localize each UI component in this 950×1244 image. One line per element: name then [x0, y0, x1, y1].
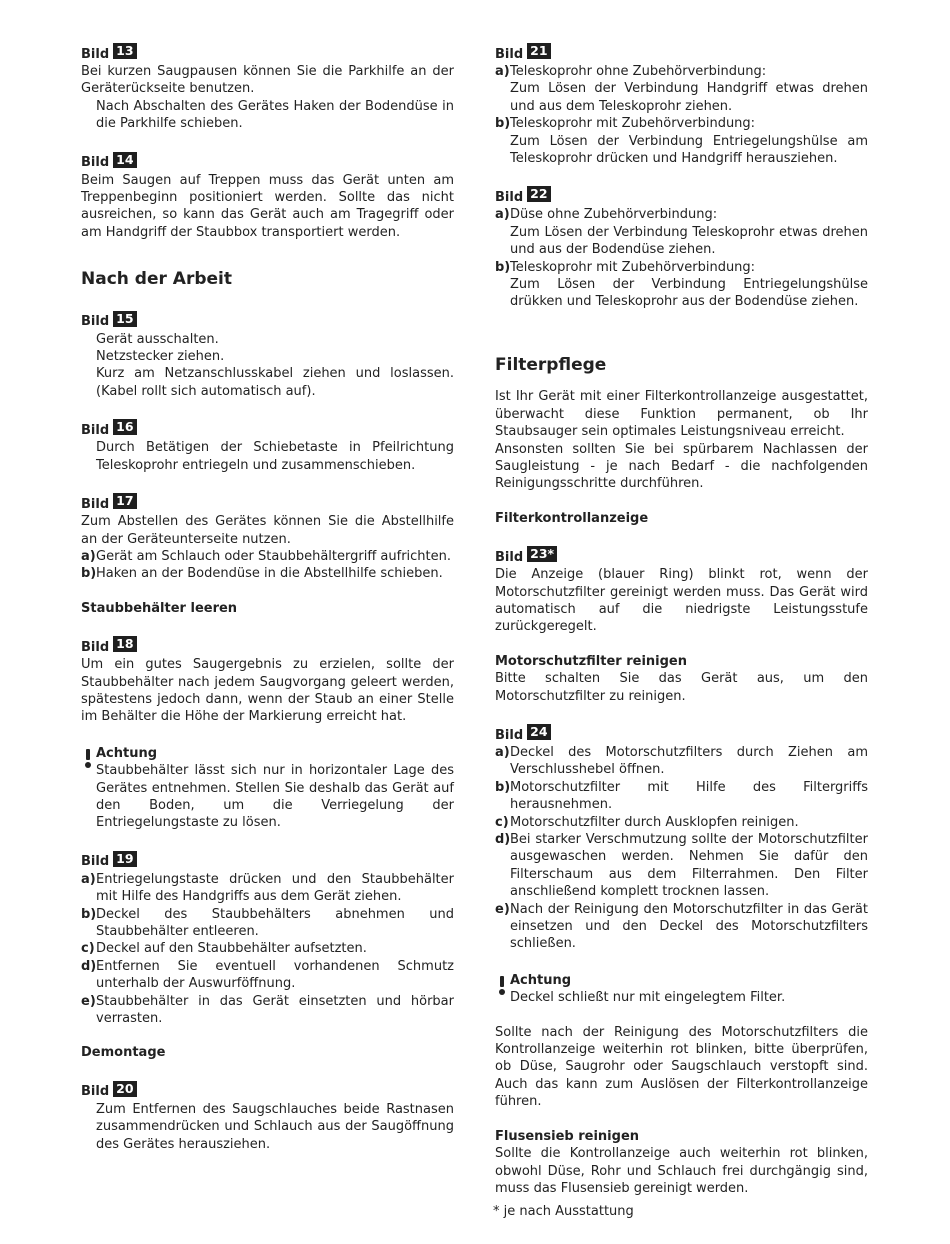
exclamation-icon — [495, 972, 510, 1007]
paragraph: Beim Saugen auf Treppen muss das Gerät unten am Treppenbeginn positioniert werden. Sollte das nicht ausreichen, so kann das Gerät auch am Tragegriff oder am Handgriff der Staubbox transportiert werden. — [81, 172, 454, 240]
warning-text: Deckel schließt nur mit eingelegtem Filter. — [510, 990, 786, 1006]
section-heading-nach-der-arbeit: Nach der Arbeit — [81, 269, 232, 290]
list-item: b) Teleskoprohr mit Zubehörverbindung: — [495, 259, 756, 275]
paragraph: Zum Abstellen des Gerätes können Sie die Abstellhilfe an der Geräteunterseite nutzen. — [81, 514, 454, 547]
list-item: e) Staubbehälter in das Gerät einsetzten und hörbar verrasten. — [81, 993, 454, 1027]
subheading-demontage: Demontage — [81, 1045, 166, 1061]
list-item: b) Haken an der Bodendüse in die Abstellhilfe schieben. — [81, 566, 443, 582]
indented-paragraph: Zum Lösen der Verbindung Entriegelungshülse am Teleskoprohr drücken und Handgriff herausziehen. — [510, 133, 868, 167]
indented-line: Gerät ausschalten. — [96, 331, 219, 347]
warning-box — [81, 745, 454, 832]
list-item: e) Nach der Reinigung den Motorschutzfilter in das Gerät einsetzen und den Deckel des Motorschutzfilters schließen. — [495, 901, 868, 952]
figure-ref-24: Bild 24 — [495, 724, 868, 744]
list-item: d) Entfernen Sie eventuell vorhandenen Schmutz unterhalb der Auswurföffnung. — [81, 958, 454, 992]
indented-paragraph: Zum Lösen der Verbindung Teleskoprohr etwas drehen und aus der Bodendüse ziehen. — [510, 224, 868, 258]
list-item: b) Teleskoprohr mit Zubehörverbindung: — [495, 116, 756, 132]
figure-ref-20: Bild 20 — [81, 1081, 454, 1101]
figure-ref-18: Bild 18 — [81, 636, 454, 656]
list-item: a) Gerät am Schlauch oder Staubbehältergriff aufrichten. — [81, 548, 452, 564]
indented-line: Kurz am Netzanschlusskabel ziehen und loslassen. (Kabel rollt sich automatisch auf). — [96, 366, 454, 399]
indented-paragraph: Zum Lösen der Verbindung Handgriff etwas drehen und aus dem Teleskoprohr ziehen. — [510, 81, 868, 114]
paragraph: Die Anzeige (blauer Ring) blinkt rot, wenn der Motorschutzfilter gereinigt werden muss. Das Gerät wird automatisch auf die niedrigste Leistungsstufe zurückgeregelt. — [495, 567, 868, 635]
warning-text: Staubbehälter lässt sich nur in horizontaler Lage des Gerätes entnehmen. Stellen Sie deshalb das Gerät auf den Boden, um die Verriegelung der Entriegelungstaste zu lösen. — [96, 763, 454, 831]
paragraph: Ansonsten sollten Sie bei spürbarem Nachlassen der Saugleistung - je nach Bedarf - die nachfolgenden Reinigungsschritte durchführen. — [495, 441, 868, 492]
right-column — [495, 43, 868, 1197]
footnote: * je nach Ausstattung — [493, 1204, 634, 1219]
left-column — [81, 43, 454, 1153]
figure-ref-22: Bild 22 — [495, 186, 868, 206]
warning-box — [495, 972, 868, 1007]
paragraph: Sollte die Kontrollanzeige auch weiterhin rot blinken, obwohl Düse, Rohr und Schlauch frei durchgängig sind, muss das Flusensieb gereinigt werden. — [495, 1146, 868, 1196]
list-item: b) Motorschutzfilter mit Hilfe des Filtergriffs herausnehmen. — [495, 779, 868, 813]
list-item: d) Bei starker Verschmutzung sollte der Motorschutzfilter ausgewaschen werden. Nehmen Sie dafür den Filterschaum aus dem Filterrahmen. Den Filter anschließend komplett trocknen lassen. — [495, 832, 868, 900]
figure-ref-15: Bild 15 — [81, 311, 454, 331]
list-item: a) Düse ohne Zubehörverbindung: — [495, 207, 718, 223]
list-item: a) Entriegelungstaste drücken und den Staubbehälter mit Hilfe des Handgriffs aus dem Gerät ziehen. — [81, 871, 454, 905]
list-item: a) Teleskoprohr ohne Zubehörverbindung: — [495, 64, 767, 79]
section-heading-filterpflege: Filterpflege — [495, 354, 607, 375]
list-item: b) Deckel des Staubbehälters abnehmen und Staubbehälter entleeren. — [81, 906, 454, 939]
figure-ref-16: Bild 16 — [81, 419, 454, 439]
paragraph: Um ein gutes Saugergebnis zu erzielen, sollte der Staubbehälter nach jedem Saugvorgang geleert werden, spätestens jedoch dann, wenn der Staub an einer Stelle im Behälter die Höhe der Markierung erreicht hat. — [81, 657, 454, 725]
subheading-staubbehaelter-leeren: Staubbehälter leeren — [81, 600, 238, 616]
paragraph: Bitte schalten Sie das Gerät aus, um den Motorschutzfilter zu reinigen. — [495, 671, 868, 704]
indented-paragraph: Zum Lösen der Verbindung Entriegelungshülse drükken und Teleskoprohr aus der Bodendüse ziehen. — [510, 277, 868, 310]
paragraph: Sollte nach der Reinigung des Motorschutzfilters die Kontrollanzeige weiterhin rot blinken, bitte überprüfen, ob Düse, Saugrohr oder Saugschlauch verstopft sind. Auch das kann zum Auslösen der Filterkontrollanzeige führen. — [495, 1024, 868, 1110]
warning-title: Achtung — [96, 745, 158, 761]
list-item: a) Deckel des Motorschutzfilters durch Ziehen am Verschlusshebel öffnen. — [495, 744, 868, 778]
figure-ref-14: Bild 14 — [81, 152, 454, 172]
figure-ref-19: Bild 19 — [81, 851, 454, 871]
figure-ref-17: Bild 17 — [81, 493, 454, 513]
indented-paragraph: Durch Betätigen der Schiebetaste in Pfeilrichtung Teleskoprohr entriegeln und zusammenschieben. — [96, 440, 454, 473]
paragraph: Ist Ihr Gerät mit einer Filterkontrollanzeige ausgestattet, überwacht diese Funktion permanent, ob Ihr Staubsauger sein optimales Leistungsniveau erreicht. — [495, 389, 868, 440]
indented-paragraph: Zum Entfernen des Saugschlauches beide Rastnasen zusammendrücken und Schlauch aus der Saugöffnung des Gerätes herausziehen. — [96, 1101, 454, 1152]
indented-paragraph: Nach Abschalten des Gerätes Haken der Bodendüse in die Parkhilfe schieben. — [96, 98, 454, 132]
list-item: c) Motorschutzfilter durch Ausklopfen reinigen. — [495, 814, 799, 830]
paragraph: Bei kurzen Saugpausen können Sie die Parkhilfe an der Geräterückseite benutzen. — [81, 64, 454, 97]
subheading-motorschutzfilter-reinigen: Motorschutzfilter reinigen — [495, 653, 687, 669]
subheading-flusensieb-reinigen: Flusensieb reinigen — [495, 1128, 640, 1144]
figure-ref-23: Bild 23* — [495, 546, 868, 566]
indented-line: Netzstecker ziehen. — [96, 349, 225, 365]
list-item: c) Deckel auf den Staubbehälter aufsetzten. — [81, 941, 367, 957]
figure-ref-13: Bild 13 — [81, 43, 454, 63]
figure-ref-21: Bild 21 — [495, 43, 868, 63]
warning-title: Achtung — [510, 972, 572, 988]
subheading-filterkontrollanzeige: Filterkontrollanzeige — [495, 510, 649, 526]
exclamation-icon — [81, 745, 96, 832]
